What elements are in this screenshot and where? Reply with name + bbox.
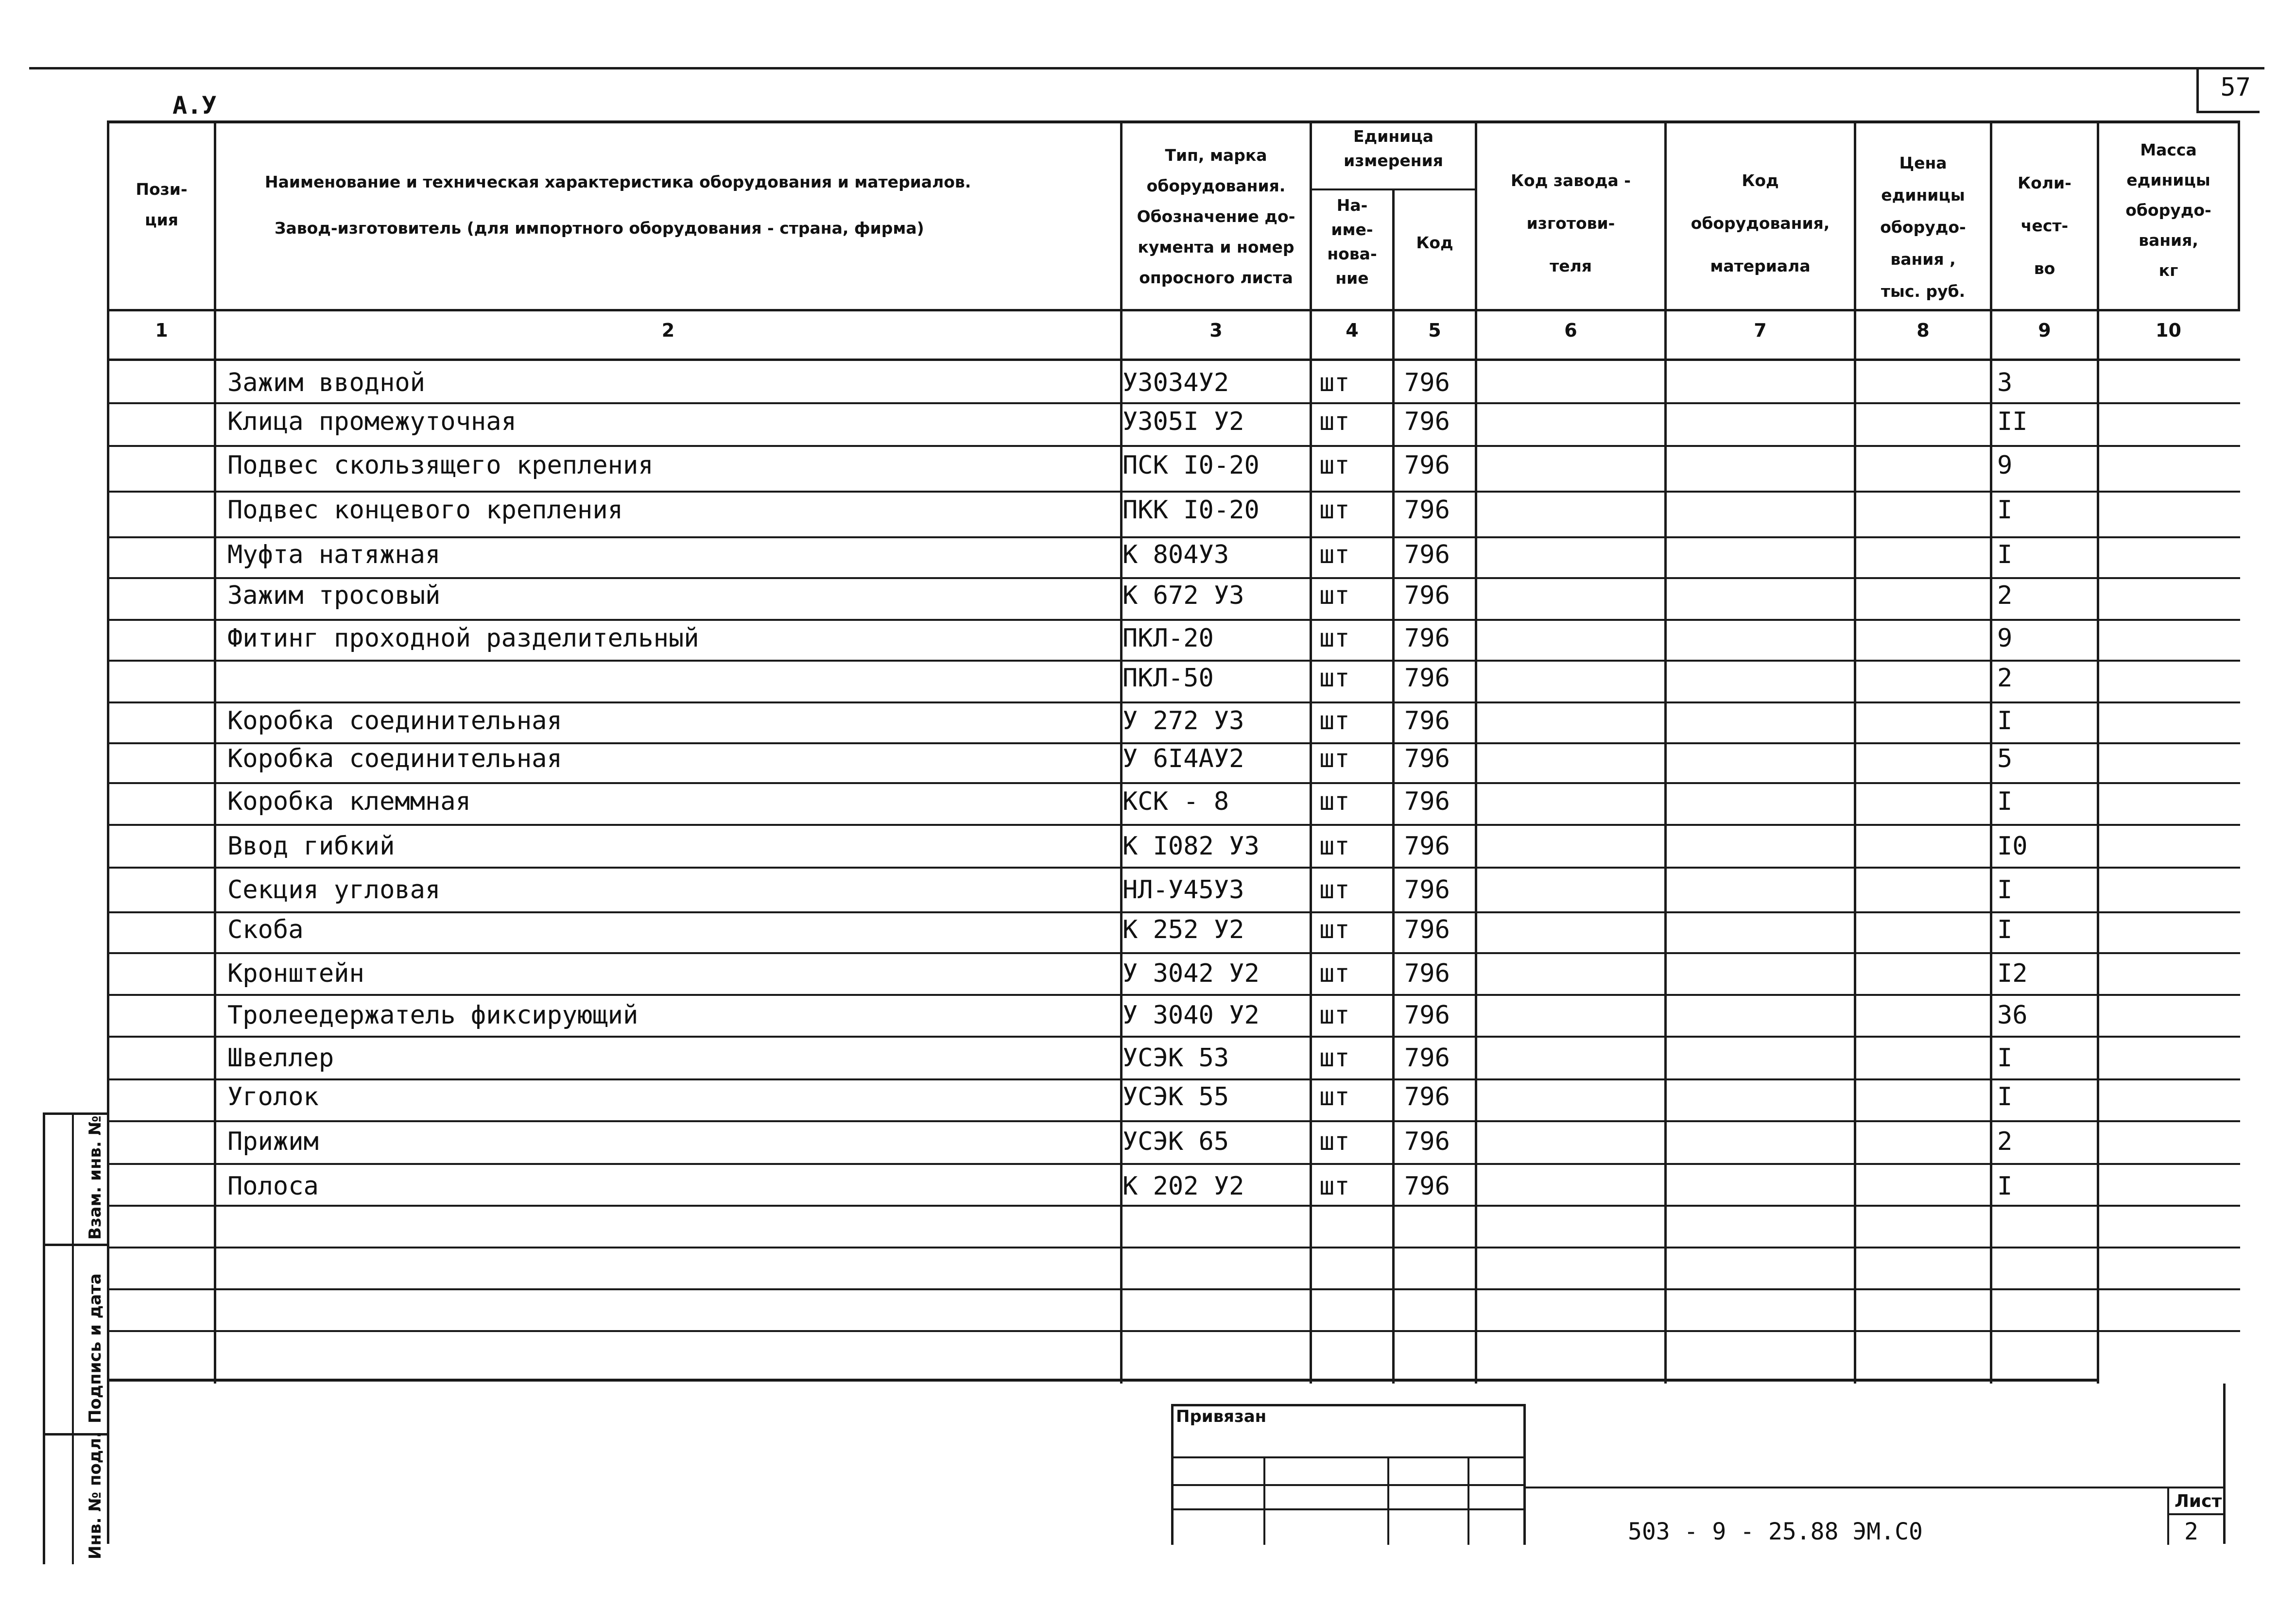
item-quantity: I	[1997, 1172, 2013, 1201]
item-unit: шт	[1319, 706, 1350, 735]
item-unit-code: 796	[1404, 451, 1450, 480]
privyazan-label: Привязан	[1176, 1407, 1267, 1426]
item-unit-code: 796	[1404, 664, 1450, 693]
header-type: Тип, марка оборудования. Обозначение до- кумента и номер опросного листа	[1137, 146, 1295, 287]
sheet-label: Лист	[2175, 1491, 2222, 1511]
item-unit-code: 796	[1404, 832, 1450, 861]
item-unit-code: 796	[1404, 368, 1450, 397]
item-unit: шт	[1319, 540, 1350, 569]
item-unit: шт	[1319, 664, 1350, 693]
item-quantity: 9	[1997, 624, 2013, 653]
item-unit-code: 796	[1404, 744, 1450, 773]
item-type: К 672 У3	[1122, 581, 1244, 610]
item-quantity: 36	[1997, 1001, 2028, 1030]
item-unit: шт	[1319, 832, 1350, 861]
item-type: К I082 У3	[1122, 832, 1260, 861]
item-name: Швеллер	[227, 1043, 334, 1073]
item-name: Клица промежуточная	[227, 407, 517, 436]
item-quantity: I	[1997, 875, 2013, 905]
item-unit: шт	[1319, 959, 1350, 988]
item-unit: шт	[1319, 875, 1350, 905]
column-number-1: 1	[155, 320, 168, 341]
item-type: КСК - 8	[1122, 787, 1229, 816]
item-unit: шт	[1319, 368, 1350, 397]
item-quantity: I	[1997, 706, 2013, 735]
item-quantity: I	[1997, 496, 2013, 525]
item-unit: шт	[1319, 581, 1350, 610]
bottom-frame-left	[107, 1384, 109, 1544]
document-code: А.У	[173, 91, 217, 120]
item-unit-code: 796	[1404, 1082, 1450, 1111]
header-plant-code: Код завода - изготови- теля	[1511, 171, 1631, 275]
header-quantity: Коли- чест- во	[2018, 173, 2072, 278]
column-number-10: 10	[2156, 320, 2181, 341]
item-unit-code: 796	[1404, 915, 1450, 944]
item-unit-code: 796	[1404, 875, 1450, 905]
item-name: Подвес скользящего крепления	[227, 451, 654, 480]
item-unit: шт	[1319, 1082, 1350, 1111]
item-unit-code: 796	[1404, 540, 1450, 569]
header-name-line2: Завод-изготовитель (для импортного оборудования - страна, фирма)	[275, 219, 924, 238]
item-quantity: 2	[1997, 1127, 2013, 1156]
item-type: К 804У3	[1122, 540, 1229, 569]
item-type: У3034У2	[1122, 368, 1229, 397]
top-border-line	[29, 67, 2264, 69]
item-quantity: 2	[1997, 664, 2013, 693]
item-type: ПСК I0-20	[1122, 451, 1260, 480]
item-name: Фитинг проходной разделительный	[227, 624, 699, 653]
item-name: Коробка соединительная	[227, 706, 562, 735]
sheet-cell-divider	[2167, 1487, 2169, 1545]
item-name: Скоба	[227, 915, 304, 944]
bottom-frame-right	[2223, 1384, 2226, 1544]
column-number-4: 4	[1346, 320, 1359, 341]
item-unit: шт	[1319, 451, 1350, 480]
item-unit-code: 796	[1404, 706, 1450, 735]
item-unit-code: 796	[1404, 407, 1450, 436]
header-name-line1: Наименование и техническая характеристика оборудования и материалов.	[265, 172, 971, 191]
item-quantity: II	[1997, 407, 2028, 436]
drawing-code: 503 - 9 - 25.88 ЭМ.С0	[1628, 1518, 1923, 1545]
item-type: УСЭК 55	[1122, 1082, 1229, 1111]
column-number-5: 5	[1428, 320, 1441, 341]
item-type: К 202 У2	[1122, 1172, 1244, 1201]
item-unit-code: 796	[1404, 1127, 1450, 1156]
item-unit: шт	[1319, 496, 1350, 525]
item-name: Коробка клеммная	[227, 787, 471, 816]
item-quantity: 3	[1997, 368, 2013, 397]
sheet-cell-line	[2167, 1513, 2226, 1515]
item-type: УСЭК 53	[1122, 1043, 1229, 1073]
sheet-number: 2	[2184, 1518, 2198, 1545]
item-name: Секция угловая	[227, 875, 441, 905]
column-number-2: 2	[661, 320, 675, 341]
column-number-7: 7	[1754, 320, 1767, 341]
title-block-line	[1526, 1487, 2226, 1488]
header-price: Цена единицы оборудо- вания , тыс. руб.	[1880, 154, 1966, 301]
header-equipment-code: Код оборудования, материала	[1691, 171, 1830, 275]
item-unit: шт	[1319, 624, 1350, 653]
item-quantity: I	[1997, 787, 2013, 816]
item-unit-code: 796	[1404, 581, 1450, 610]
column-number-8: 8	[1916, 320, 1930, 341]
stamp-original-inventory: Инв. № подл.	[86, 1431, 105, 1559]
item-type: ПКК I0-20	[1122, 496, 1260, 525]
item-type: У 3040 У2	[1122, 1001, 1260, 1030]
header-unit-group: Единица измерения	[1344, 127, 1443, 170]
item-unit: шт	[1319, 744, 1350, 773]
item-name: Коробка соединительная	[227, 744, 562, 773]
item-unit-code: 796	[1404, 624, 1450, 653]
item-unit-code: 796	[1404, 1043, 1450, 1073]
item-type: ПКЛ-50	[1122, 664, 1214, 693]
stamp-signature-date: Подпись и дата	[86, 1273, 105, 1423]
item-type: НЛ-У45У3	[1122, 875, 1244, 905]
item-unit: шт	[1319, 787, 1350, 816]
item-quantity: I	[1997, 540, 2013, 569]
item-type: У 3042 У2	[1122, 959, 1260, 988]
header-position: Пози- ция	[136, 180, 188, 229]
item-quantity: 9	[1997, 451, 2013, 480]
item-quantity: I2	[1997, 959, 2028, 988]
item-quantity: I	[1997, 1082, 2013, 1111]
item-unit-code: 796	[1404, 959, 1450, 988]
item-name: Прижим	[227, 1127, 319, 1156]
item-type: УСЭК 65	[1122, 1127, 1229, 1156]
item-name: Кронштейн	[227, 959, 364, 988]
item-type: У 272 У3	[1122, 706, 1244, 735]
column-number-9: 9	[2038, 320, 2051, 341]
item-unit-code: 796	[1404, 1172, 1450, 1201]
item-unit: шт	[1319, 1001, 1350, 1030]
item-name: Полоса	[227, 1172, 319, 1201]
item-unit: шт	[1319, 407, 1350, 436]
stamp-replacement-inventory: Взам. инв. №	[86, 1115, 105, 1240]
item-name: Подвес концевого крепления	[227, 496, 623, 525]
item-type: К 252 У2	[1122, 915, 1244, 944]
item-unit-code: 796	[1404, 496, 1450, 525]
header-mass: Масса единицы оборудо- вания, кг	[2125, 140, 2211, 280]
item-quantity: 5	[1997, 744, 2013, 773]
item-unit: шт	[1319, 915, 1350, 944]
item-type: У305I У2	[1122, 407, 1244, 436]
item-name: Зажим тросовый	[227, 581, 441, 610]
item-quantity: 2	[1997, 581, 2013, 610]
column-number-6: 6	[1564, 320, 1577, 341]
item-name: Ввод гибкий	[227, 832, 395, 861]
item-name: Тролеедержатель фиксирующий	[227, 1001, 639, 1030]
item-unit-code: 796	[1404, 787, 1450, 816]
item-unit: шт	[1319, 1127, 1350, 1156]
item-unit: шт	[1319, 1043, 1350, 1073]
page-number: 57	[2220, 73, 2251, 102]
item-type: У 6I4АУ2	[1122, 744, 1244, 773]
column-number-3: 3	[1209, 320, 1223, 341]
item-quantity: I0	[1997, 832, 2028, 861]
item-type: ПКЛ-20	[1122, 624, 1214, 653]
item-name: Зажим вводной	[227, 368, 425, 397]
item-name: Муфта натяжная	[227, 540, 441, 569]
side-stamp	[43, 1112, 107, 1564]
item-quantity: I	[1997, 915, 2013, 944]
page-number-box	[2196, 67, 2260, 113]
item-quantity: I	[1997, 1043, 2013, 1073]
header-unit-name: На- име- нова- ние	[1327, 196, 1377, 288]
item-unit: шт	[1319, 1172, 1350, 1201]
header-unit-code: Код	[1416, 233, 1453, 252]
item-unit-code: 796	[1404, 1001, 1450, 1030]
item-name: Уголок	[227, 1082, 319, 1111]
specification-table	[107, 120, 2240, 1384]
